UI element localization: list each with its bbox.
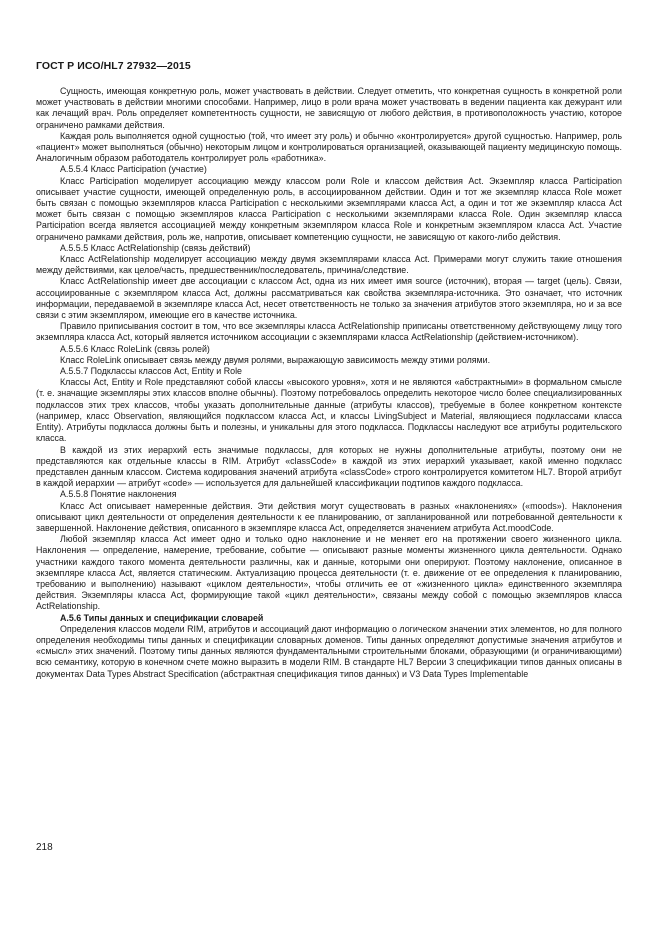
page-number: 218 bbox=[36, 842, 53, 853]
section-heading: А.5.5.7 Подклассы классов Act, Entity и Role bbox=[60, 366, 242, 377]
paragraph: Каждая роль выполняется одной сущностью (той, что имеет эту роль) и обычно «контролируется» другой сущностью. Например, роль «пациент» может выполняться (обычно) некоторым лицом и контролироваться организацией, оказывающей пациенту медицинскую помощь. Аналогичным образом работодатель контролирует роль «работника». bbox=[36, 130, 622, 164]
section-heading: А.5.5.5 Класс ActRelationship (связь действий) bbox=[60, 242, 251, 253]
paragraph: Класс ActRelationship имеет две ассоциации с классом Act, одна из них имеет имя source (источник), вторая — target (цель). Связи, ассоциированные с экземпляром класса Act, должны рассматриваться как свойства экземпляра-источника. Это означает, что источник информации, передаваемой в экземпляре класса Act, несет ответственность не только за значения атрибутов этого экземпляра, но и за все связи с этим экземпляром, имеющие его в качестве источника. bbox=[36, 276, 622, 321]
paragraph: Класс RoleLink описывает связь между двумя ролями, выражающую зависимость между этими ролями. bbox=[60, 354, 491, 365]
paragraph: Класс ActRelationship моделирует ассоциацию между двумя экземплярами класса Act. Примерами могут служить такие отношения между действиями, как целое/часть, предшественник/последователь, причина/следствие. bbox=[36, 254, 622, 276]
paragraph: Классы Act, Entity и Role представляют собой классы «высокого уровня», хотя и не являются «абстрактными» в формальном смысле (т. е. значащие экземпляры этих классов вполне обычны). Поэтому потребовалось определить некоторое число более специализированных подклассов этих трех классов, чтобы указать дополнительные данные (атрибуты классов), требуемые в более конкретном контексте (например, класс Observation, являющийся подклассом класса Act, и классы LivingSubject и Material, являющиеся подклассами класса Entity). Атрибуты подкласса должны быть и полезны, и уникальны для этого подкласса. Подклассы наследуют все атрибуты родительского класса. bbox=[36, 377, 622, 444]
section-heading: А.5.5.4 Класс Participation (участие) bbox=[60, 164, 207, 175]
section-heading: А.5.6 Типы данных и спецификации словарей bbox=[60, 612, 264, 623]
section-heading: А.5.5.8 Понятие наклонения bbox=[60, 489, 177, 500]
paragraph: Любой экземпляр класса Act имеет одно и только одно наклонение и не меняет его на протяжении своего жизненного цикла. Наклонения — определение, намерение, требование, событие — описывают разные моменты жизненного цикла деятельности. Однако участники каждого такого момента деятельности различны, как и данные, которыми они оперируют. Поэтому наклонение, описанное в экземпляре класса Act, является статическим. Актуализацию процесса деятельности (т. е. движение от ее определения к планированию, требованию и выполнению) называют «циклом деятельности», чтобы отличить ее от «жизненного цикла» единственного экземпляра действия. Экземпляры класса Act, формирующие такой «цикл деятельности», связаны между собой с помощью экземпляров класса ActRelationship. bbox=[36, 534, 622, 612]
paragraph: Класс Participation моделирует ассоциацию между классом роли Role и классом действия Act. Экземпляр класса Participation описывает участие сущности, имеющей определенную роль, в ассоциированном действии. Один и тот же экземпляр класса Role может быть связан с помощью экземпляров класса Participation с несколькими экземплярами класса Act, а один и тот же экземпляр класса Act может быть связан с помощью экземпляров класса Participation с несколькими экземплярами класса Role. Один экземпляр класса Participation всегда является ассоциацией между конкретным экземпляром класса Role и конкретным экземпляром класса Act. Участие ограничено рамками действия, роль же, напротив, описывает компетенцию сущности, не зависящую от какого-либо действия. bbox=[36, 175, 622, 242]
paragraph: Сущность, имеющая конкретную роль, может участвовать в действии. Следует отметить, что конкретная сущность в конкретной роли может участвовать в действии многими способами. Например, лицо в роли врача может участвовать в ведении пациента как дежурант или как лечащий врач. Роль определяет компетентность сущности, не зависящую от любого действия, в противоположность участию, которое ограничено рамками действия. bbox=[36, 86, 622, 130]
paragraph: В каждой из этих иерархий есть значимые подклассы, для которых не нужны дополнительные атрибуты, поэтому они не представляются как отдельные классы в RIM. Атрибут «classCode» в каждой из этих иерархий указывает, какой именно подкласс представлен данным классом. Система кодирования значений атрибута «classCode» строго контролируется комитетом HL7. Второй атрибут в каждой иерархии — атрибут «code» — используется для дальнейшей классификации подтипов каждого подкласса. bbox=[36, 444, 622, 489]
section-heading: А.5.5.6 Класс RoleLink (связь ролей) bbox=[60, 343, 210, 354]
document-header: ГОСТ Р ИСО/HL7 27932—2015 bbox=[36, 60, 191, 72]
document-body bbox=[36, 86, 622, 680]
paragraph: Правило приписывания состоит в том, что все экземпляры класса ActRelationship приписаны ответственному действующему лицу того экземпляра класса Act, который является источником ассоциации с экземплярами класса ActRelationship (действием-источником). bbox=[36, 321, 622, 343]
paragraph: Определения классов модели RIM, атрибутов и ассоциаций дают информацию о логическом значении этих элементов, но для полного определения необходимы типы данных и спецификации словарных доменов. Типы данных определяют допустимые значения атрибутов и «смысл» этих значений. Поэтому типы данных являются фундаментальными строительными блоками, образующими (и ограничивающими) всю семантику, которую в конечном счете можно выразить в модели RIM. В стандарте HL7 Версии 3 спецификации типов данных описаны в документах Data Types Abstract Specification (абстрактная спецификация типов данных) и V3 Data Types Implementable bbox=[36, 623, 622, 679]
paragraph: Класс Act описывает намеренные действия. Эти действия могут существовать в разных «наклонениях» («moods»). Наклонения описывают цикл деятельности от определения деятельности к ее планированию, от запланированной или потребованной деятельности к завершенной. Наклонение действия, описанного в экземпляре класса Act, определяется значением атрибута Act.moodCode. bbox=[36, 500, 622, 533]
